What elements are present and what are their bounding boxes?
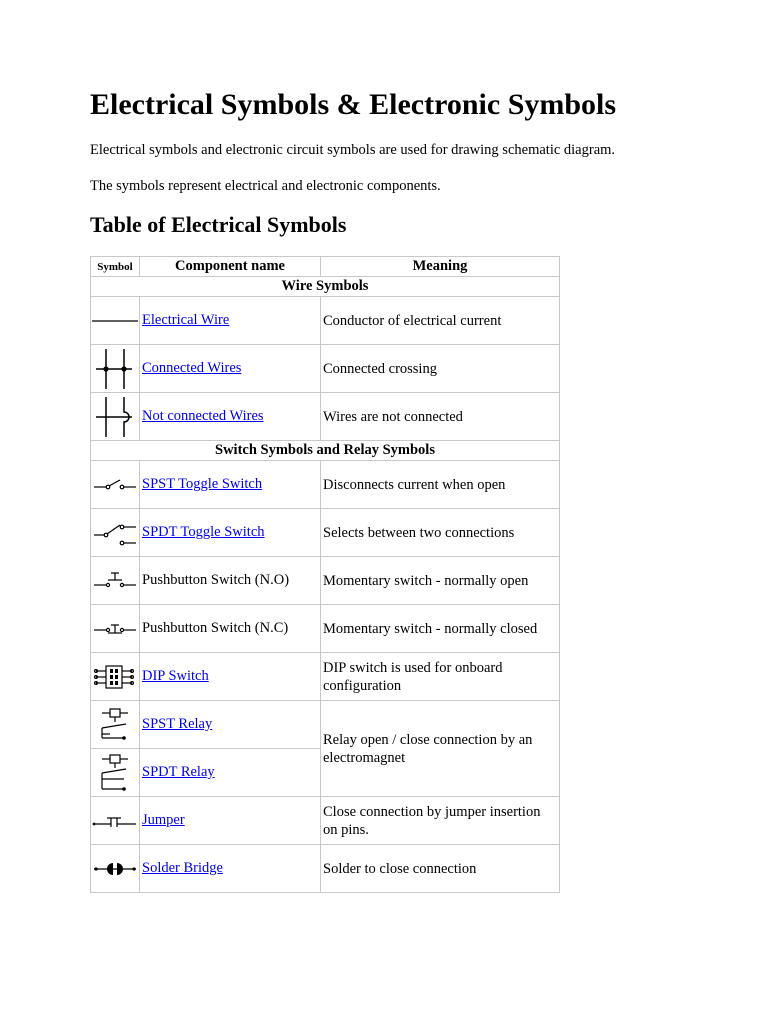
meaning: Solder to close connection (321, 845, 560, 893)
meaning: DIP switch is used for onboard configuration (321, 653, 560, 701)
component-name (140, 653, 321, 701)
component-link[interactable]: Electrical Wire (142, 312, 230, 328)
meaning: Wires are not connected (321, 393, 560, 441)
component-name: Pushbutton Switch (N.O) (140, 557, 321, 605)
table-row (91, 653, 560, 701)
component-name (140, 461, 321, 509)
table-heading: Table of Electrical Symbols (90, 212, 347, 237)
header-component-name: Component name (140, 257, 321, 277)
component-link[interactable]: DIP Switch (142, 668, 209, 684)
table-row (91, 845, 560, 893)
meaning: Momentary switch - normally closed (321, 605, 560, 653)
section-row-wire (91, 277, 560, 297)
meaning: Close connection by jumper insertion on pins. (321, 797, 560, 845)
meaning: Momentary switch - normally open (321, 557, 560, 605)
component-link[interactable]: Connected Wires (142, 360, 242, 376)
section-title: Switch Symbols and Relay Symbols (91, 441, 560, 461)
solder-bridge-icon (91, 845, 140, 893)
spdt-toggle-switch-icon (91, 509, 140, 557)
component-name (140, 797, 321, 845)
component-link[interactable]: Solder Bridge (142, 860, 223, 876)
table-row (91, 461, 560, 509)
electrical-wire-icon (91, 297, 140, 345)
section-title: Wire Symbols (91, 277, 560, 297)
component-name (140, 749, 321, 797)
pushbutton-nc-icon (91, 605, 140, 653)
component-name (140, 393, 321, 441)
table-row (91, 345, 560, 393)
meaning: Disconnects current when open (321, 461, 560, 509)
electrical-symbols-table (90, 256, 560, 893)
intro-paragraph-1: Electrical symbols and electronic circuit symbols are used for drawing schematic diagram. (90, 142, 616, 158)
dip-switch-icon (91, 653, 140, 701)
meaning: Selects between two connections (321, 509, 560, 557)
component-link[interactable]: Jumper (142, 812, 185, 828)
component-link[interactable]: SPST Toggle Switch (142, 476, 263, 492)
table-row (91, 605, 560, 653)
component-link[interactable]: Not connected Wires (142, 408, 264, 424)
component-name (140, 509, 321, 557)
table-row (91, 509, 560, 557)
spst-toggle-switch-icon (91, 461, 140, 509)
spdt-relay-icon (91, 749, 140, 797)
header-symbol: Symbol (91, 257, 140, 277)
table-row (91, 557, 560, 605)
meaning: Connected crossing (321, 345, 560, 393)
header-meaning: Meaning (321, 257, 560, 277)
spst-relay-icon (91, 701, 140, 749)
component-link[interactable]: SPDT Relay (142, 764, 215, 780)
component-name (140, 701, 321, 749)
component-link[interactable]: SPDT Toggle Switch (142, 524, 265, 540)
component-name (140, 345, 321, 393)
page-title: Electrical Symbols & Electronic Symbols (90, 88, 617, 121)
table-row (91, 297, 560, 345)
table-header-row (91, 257, 560, 277)
component-name (140, 297, 321, 345)
not-connected-wires-icon (91, 393, 140, 441)
jumper-icon (91, 797, 140, 845)
intro-paragraph-2: The symbols represent electrical and electronic components. (90, 178, 441, 194)
connected-wires-icon (91, 345, 140, 393)
meaning: Relay open / close connection by an electromagnet (321, 701, 560, 797)
table-row (91, 393, 560, 441)
table-row (91, 797, 560, 845)
component-name: Pushbutton Switch (N.C) (140, 605, 321, 653)
section-row-switch-relay (91, 441, 560, 461)
pushbutton-no-icon (91, 557, 140, 605)
component-name (140, 845, 321, 893)
meaning: Conductor of electrical current (321, 297, 560, 345)
table-row (91, 701, 560, 749)
component-link[interactable]: SPST Relay (142, 716, 213, 732)
